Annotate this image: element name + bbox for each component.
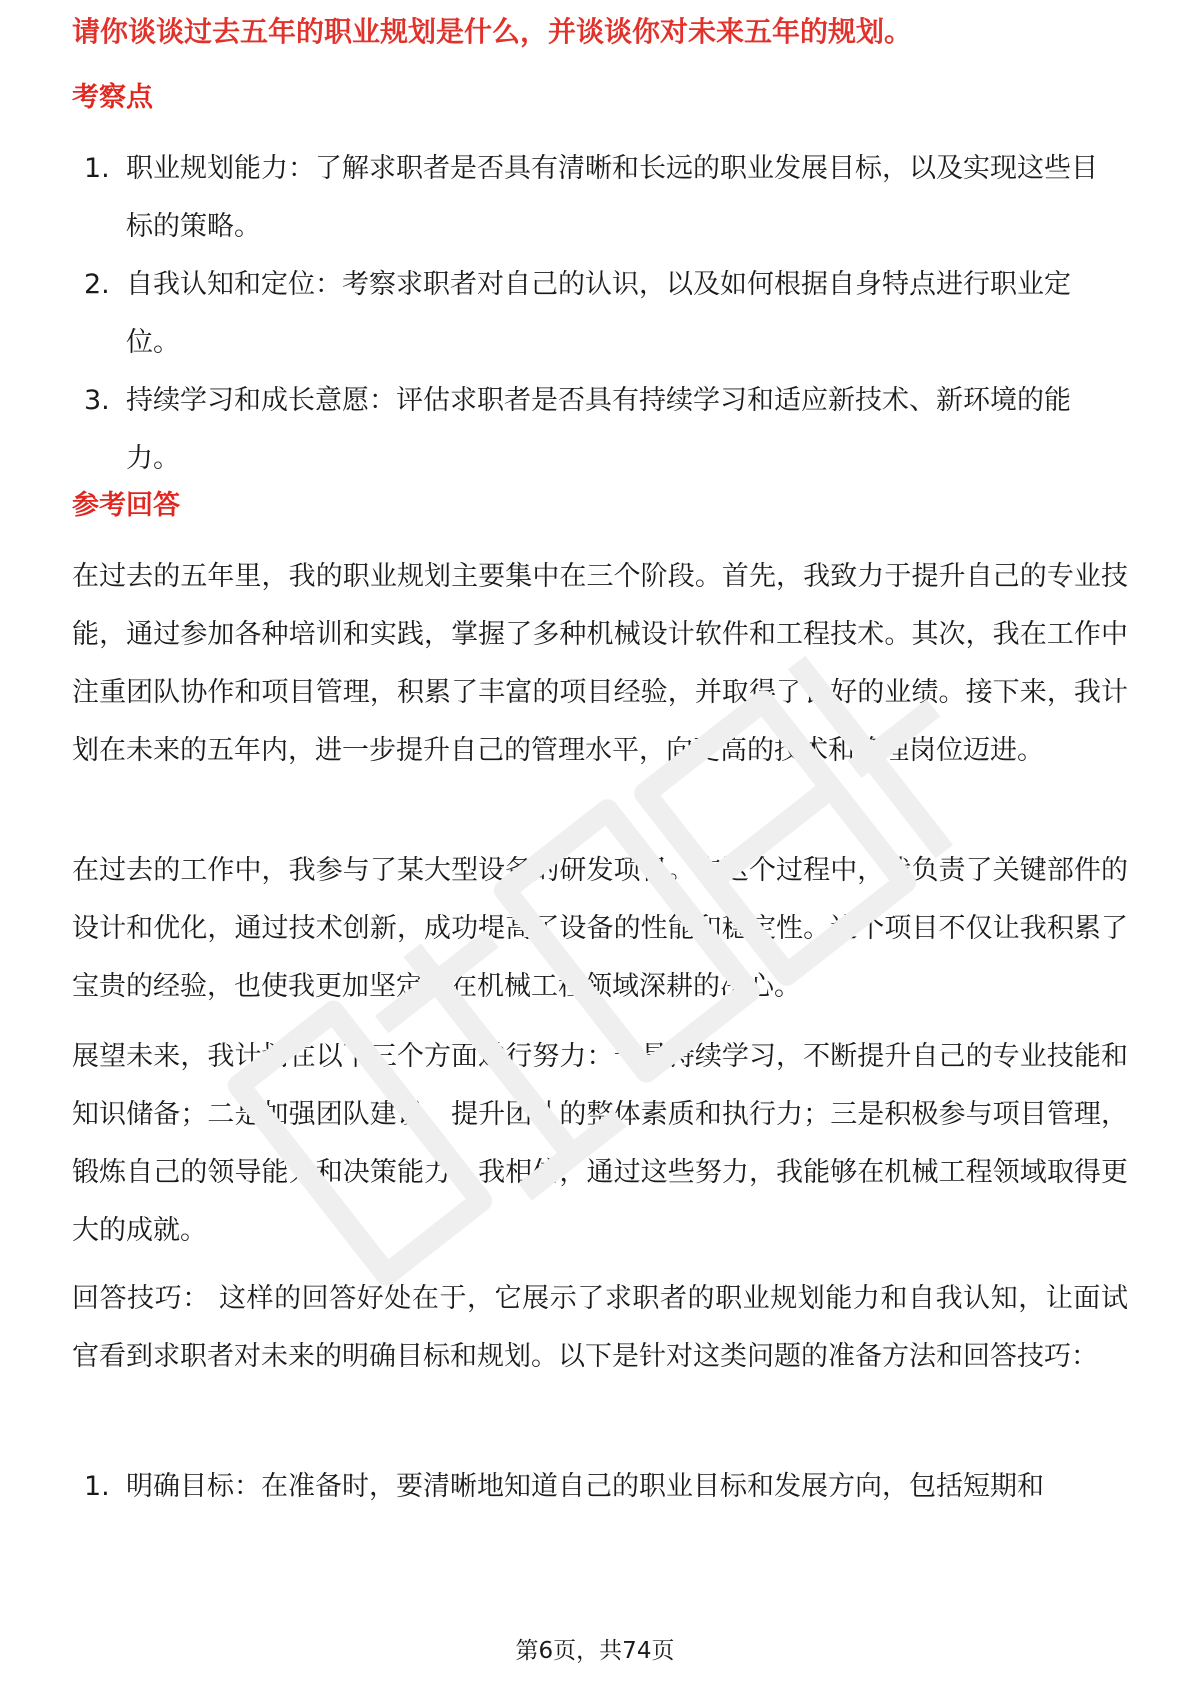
section-title-answer: 参考回答 <box>72 490 180 521</box>
list-item: 1. 明确目标：在准备时，要清晰地知道自己的职业目标和发展方向，包括短期和 <box>84 1471 1044 1502</box>
answer-tips-paragraph: 回答技巧： 这样的回答好处在于，它展示了求职者的职业规划能力和自我认知，让面试官看到求职者对未来的明确目标和规划。以下是针对这类问题的准备方法和回答技巧： <box>72 1283 1128 1372</box>
cut-off-question-heading: 请你谈谈过去五年的职业规划是什么，并谈谈你对未来五年的规划。 <box>72 15 913 48</box>
answer-paragraph: 在过去的五年里，我的职业规划主要集中在三个阶段。首先，我致力于提升自己的专业技能，通过参加各种培训和实践，掌握了多种机械设计软件和工程技术。其次，我在工作中注重团队协作和项目管理，积累了丰富的项目经验，并取得了良好的业绩。接下来，我计划在未来的五年内，进一步提升自己的管理水平，向更高的技术和管理岗位迈进。 <box>72 561 1128 766</box>
list-item: 1. 职业规划能力：了解求职者是否具有清晰和长远的职业发展目标，以及实现这些目标的策略。 <box>84 153 1098 242</box>
answer-paragraph: 在过去的工作中，我参与了某大型设备的研发项目。在这个过程中，我负责了关键部件的设计和优化，通过技术创新，成功提高了设备的性能和稳定性。这个项目不仅让我积累了宝贵的经验，也使我更加坚定了在机械工程领域深耕的决心。 <box>72 855 1128 1002</box>
assessment-points-list <box>72 140 1122 488</box>
tips-list <box>72 1458 1122 1516</box>
list-item: 3. 持续学习和成长意愿：评估求职者是否具有持续学习和适应新技术、新环境的能力。 <box>84 385 1071 474</box>
page-footer: 第6页，共74页 <box>515 1638 675 1664</box>
section-title-kaochadian: 考察点 <box>72 82 153 113</box>
list-item: 2. 自我认知和定位：考察求职者对自己的认识，以及如何根据自身特点进行职业定位。 <box>84 269 1071 358</box>
answer-paragraph: 展望未来，我计划在以下三个方面进行努力：一是持续学习，不断提升自己的专业技能和知识储备；二是加强团队建设，提升团队的整体素质和执行力；三是积极参与项目管理，锻炼自己的领导能力和决策能力。我相信，通过这些努力，我能够在机械工程领域取得更大的成就。 <box>72 1041 1128 1246</box>
